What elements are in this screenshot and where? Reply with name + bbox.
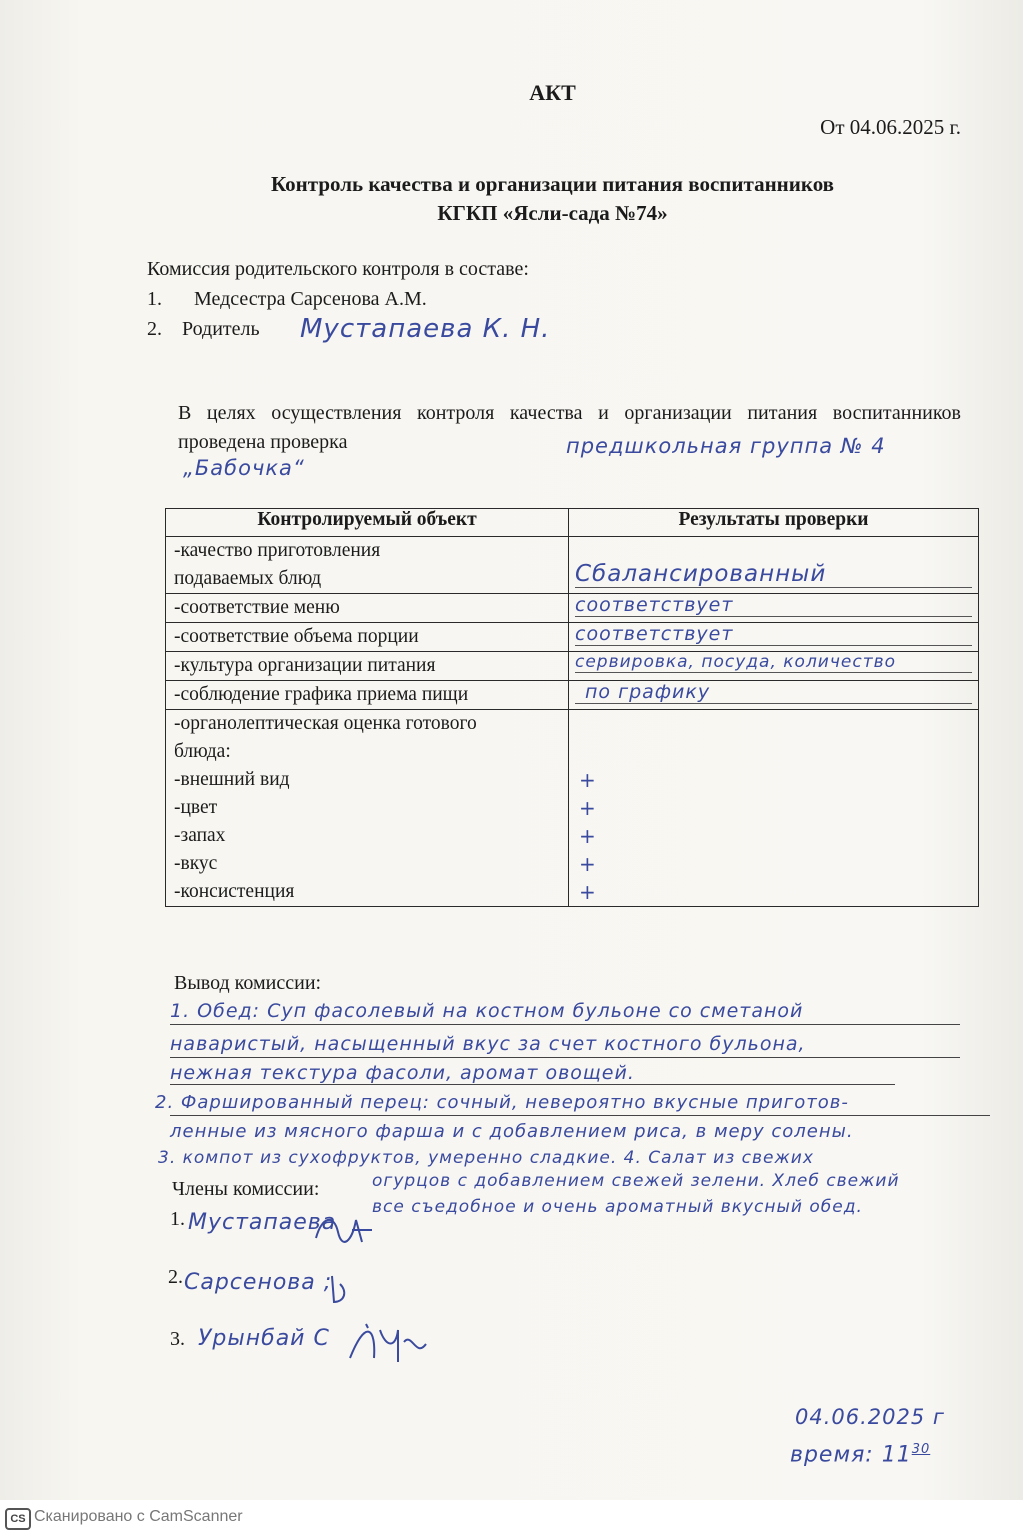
group-name-handwritten: „Бабочка“ <box>183 456 305 480</box>
object-cell: -соответствие объема порции <box>166 623 569 652</box>
member-2 <box>147 318 260 341</box>
member-text: Родитель <box>182 318 260 340</box>
conclusion-line: огурцов с добавлением свежей зелени. Хлеб свежий <box>372 1171 900 1191</box>
table-row-organoleptic <box>166 710 979 907</box>
check-mark: + <box>579 880 596 904</box>
heading-line-1: Контроль качества и организации питания воспитанников <box>270 172 835 196</box>
table-row <box>166 537 979 594</box>
conclusion-line: ленные из мясного фарша и с добавлением риса, в меру солены. <box>170 1121 854 1142</box>
commission-intro: Комиссия родительского контроля в составе: <box>147 258 529 280</box>
result-cell <box>569 710 979 907</box>
signature-number: 3. <box>170 1328 185 1350</box>
signature-1: Мустапаева <box>188 1210 337 1235</box>
result-handwritten: соответствует <box>575 594 972 617</box>
member-1 <box>147 288 427 311</box>
object-cell: -качество приготовления подаваемых блюд <box>166 537 569 594</box>
table-header-row <box>166 509 979 537</box>
conclusion-line: 1. Обед: Суп фасолевый на костном бульоне со сметаной <box>170 1000 804 1022</box>
conclusion-line: наваристый, насыщенный вкус за счет костного бульона, <box>170 1033 806 1055</box>
result-handwritten: сервировка, посуда, количество <box>575 652 972 673</box>
result-handwritten: соответствует <box>575 623 972 646</box>
result-cell <box>569 623 979 652</box>
signature-number: 2. <box>168 1266 183 1288</box>
conclusion-label: Вывод комиссии: <box>174 972 322 994</box>
signature-2: Сарсенова ; <box>184 1270 333 1295</box>
writing-line <box>170 1024 960 1025</box>
object-cell: -органолептическая оценка готового блюда: -внешний вид -цвет -запах -вкус -консистенция <box>166 710 569 907</box>
organoleptic-item: -запах <box>174 825 226 846</box>
table-row <box>166 681 979 710</box>
document-title: АКТ <box>529 80 576 105</box>
conclusion-line: нежная текстура фасоли, аромат овощей. <box>170 1062 635 1084</box>
column-header-object: Контролируемый объект <box>166 509 569 537</box>
conclusion-line: 3. компот из сухофруктов, умеренно сладкие. 4. Салат из свежих <box>158 1148 814 1168</box>
check-mark: + <box>579 768 596 792</box>
writing-line <box>170 1084 895 1085</box>
check-mark: + <box>579 852 596 876</box>
signature-3: Урынбай С <box>198 1326 330 1351</box>
member-text: Медсестра Сарсенова А.М. <box>194 288 427 310</box>
control-table <box>165 508 979 907</box>
organoleptic-item: -внешний вид <box>174 769 290 790</box>
table-row <box>166 594 979 623</box>
members-label: Члены комиссии: <box>172 1178 320 1200</box>
signature-2-scribble-icon <box>326 1272 352 1308</box>
footer-time-handwritten: время: $11^{30}$ <box>790 1442 931 1468</box>
column-header-result: Результаты проверки <box>569 509 979 537</box>
result-cell <box>569 594 979 623</box>
result-cell <box>569 652 979 681</box>
parent-name-handwritten: Мустапаева К. Н. <box>300 314 551 344</box>
signature-3-scribble-icon <box>346 1318 436 1370</box>
signature-1-scribble-icon <box>312 1212 374 1248</box>
heading-line-2: КГКП «Ясли-сада №74» <box>437 201 668 225</box>
object-cell: -культура организации питания <box>166 652 569 681</box>
object-cell: -соответствие меню <box>166 594 569 623</box>
group-handwritten: предшкольная группа № 4 <box>566 434 886 458</box>
footer-date-handwritten: 04.06.2025 г <box>795 1405 945 1429</box>
table-row <box>166 623 979 652</box>
writing-line <box>170 1057 960 1058</box>
document-date: От 04.06.2025 г. <box>820 115 961 139</box>
result-cell <box>569 537 979 594</box>
scanner-caption: Сканировано с CamScanner <box>34 1508 243 1525</box>
purpose-paragraph: В целях осуществления контроля качества и организации питания воспитанников проведена проверка <box>178 402 961 453</box>
organoleptic-item: -консистенция <box>174 881 295 902</box>
scanner-footer <box>0 1500 1023 1536</box>
member-number: 2. <box>147 318 162 340</box>
table-row <box>166 652 979 681</box>
result-handwritten: Сбалансированный <box>575 561 972 588</box>
organoleptic-item: -цвет <box>174 797 218 818</box>
result-handwritten: по графику <box>575 681 972 704</box>
writing-line <box>170 1115 990 1116</box>
camscanner-logo-icon: CS <box>5 1508 31 1530</box>
conclusion-line: все съедобное и очень ароматный вкусный обед. <box>372 1197 863 1217</box>
result-cell <box>569 681 979 710</box>
organoleptic-item: -вкус <box>174 853 218 874</box>
check-mark: + <box>579 796 596 820</box>
member-number: 1. <box>147 288 162 310</box>
signature-number: 1. <box>170 1208 185 1230</box>
check-mark: + <box>579 824 596 848</box>
conclusion-line: 2. Фаршированный перец: сочный, невероятно вкусные приготов- <box>155 1092 849 1113</box>
object-cell: -соблюдение графика приема пищи <box>166 681 569 710</box>
